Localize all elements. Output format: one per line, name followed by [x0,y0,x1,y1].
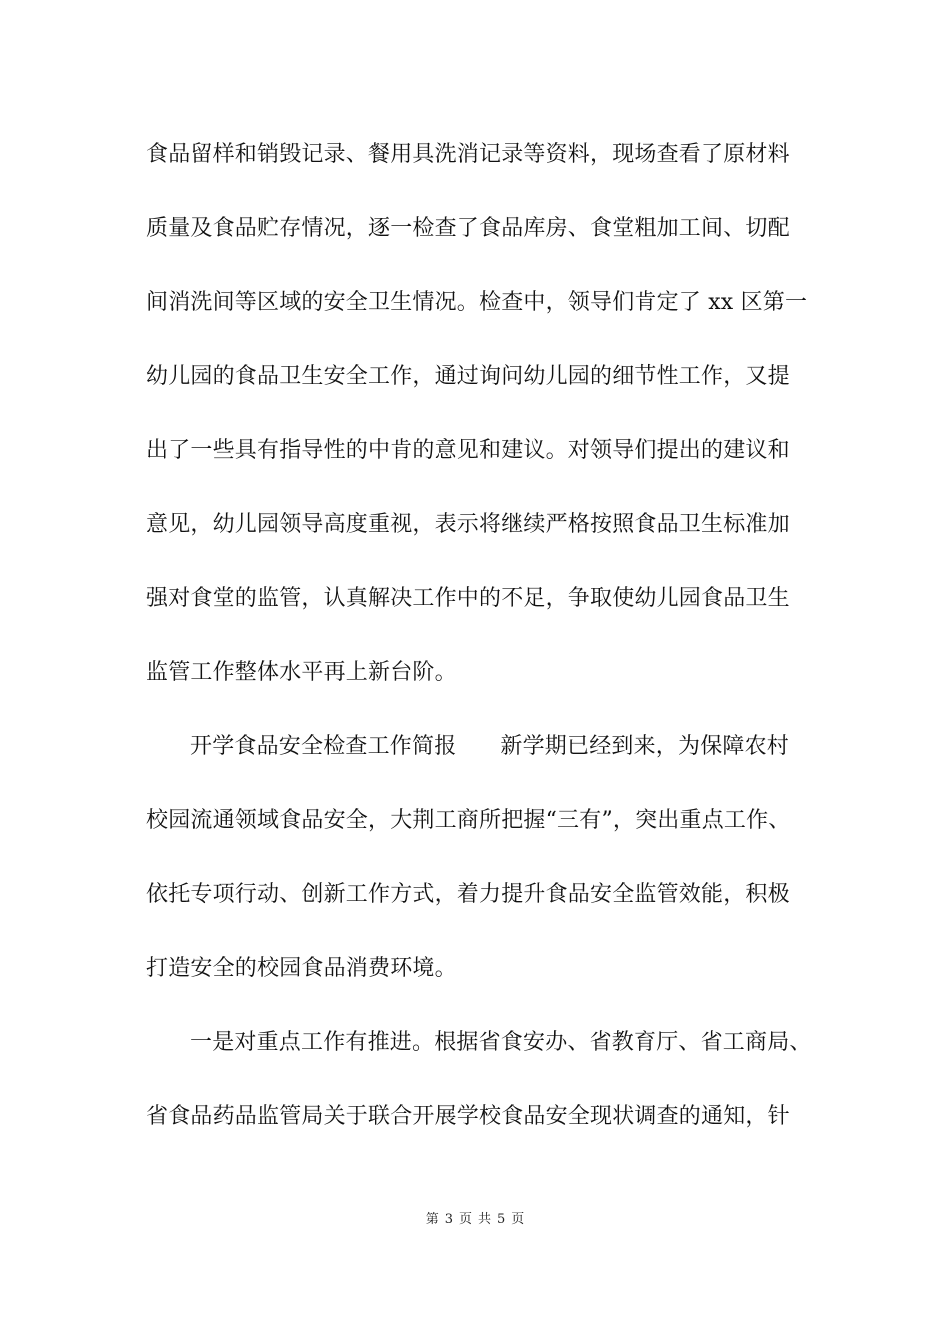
footer-label-unit: 页 [458,1212,472,1227]
body-line-8: 监管工作整体水平再上新台阶。 [146,660,457,685]
report-first-line: 新学期已经到来，为保障农村 [500,734,790,759]
footer-label-total: 共 [478,1212,492,1227]
document-body [146,133,826,1169]
report-line-2: 依托专项行动、创新工作方式，着力提升食品安全监管效能，积极 [146,882,790,907]
footer-total-pages: 5 [497,1212,506,1227]
footer-current-page: 3 [444,1212,453,1227]
body-line-5: 出了一些具有指导性的中肯的意见和建议。对领导们提出的建议和 [146,438,790,463]
report-title: 开学食品安全检查工作简报 [190,734,457,759]
body-line-3: 间消洗间等区域的安全卫生情况。检查中，领导们肯定了 xx 区第一 [146,290,808,315]
report-line-1: 校园流通领域食品安全，大荆工商所把握“三有”，突出重点工作、 [146,808,791,833]
point-one-line-1: 省食品药品监管局关于联合开展学校食品安全现状调查的通知，针 [146,1104,790,1129]
body-line-1: 食品留样和销毁记录、餐用具洗消记录等资料，现场查看了原材料 [146,142,790,167]
footer-label-unit-end: 页 [511,1212,525,1227]
page-footer [0,1208,950,1227]
body-line-4: 幼儿园的食品卫生安全工作，通过询问幼儿园的细节性工作，又提 [146,364,790,389]
report-heading-line [146,725,826,799]
report-line-3: 打造安全的校园食品消费环境。 [146,956,457,981]
body-line-7: 强对食堂的监管，认真解决工作中的不足，争取使幼儿园食品卫生 [146,586,790,611]
point-one-first-line: 一是对重点工作有推进。根据省食安办、省教育厅、省工商局、 [190,1030,812,1055]
footer-label-page: 第 [425,1212,439,1227]
body-line-6: 意见，幼儿园领导高度重视，表示将继续严格按照食品卫生标准加 [146,512,790,537]
body-line-2: 质量及食品贮存情况，逐一检查了食品库房、食堂粗加工间、切配 [146,216,790,241]
